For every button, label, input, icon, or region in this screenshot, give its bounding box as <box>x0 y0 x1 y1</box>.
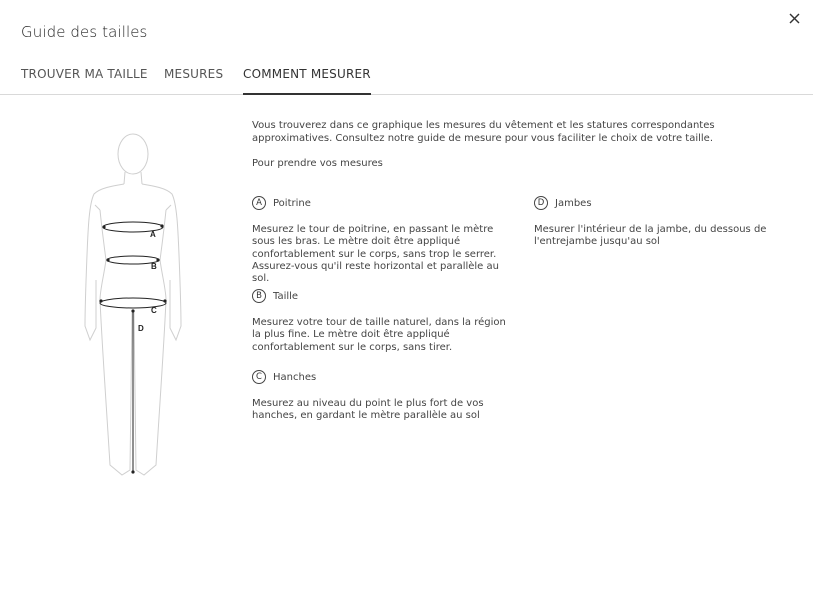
measure-description: Mesurez le tour de poitrine, en passant le mètre sous les bras. Le mètre doit être appliqué confortablement sur le corps, sans trop le serrer. Assurez-vous qu'il reste horizontal et parallèle au sol. <box>252 224 499 285</box>
measure-name: Jambes <box>555 197 592 209</box>
close-button[interactable] <box>784 8 804 28</box>
tab-measurements[interactable]: MESURES <box>164 67 224 81</box>
measure-description: Mesurez votre tour de taille naturel, dans la région la plus fine. Le mètre doit être appliqué confortablement sur le corps, sans tirer. <box>252 317 506 353</box>
figure-label-c: C <box>151 306 157 315</box>
figure-label-a: A <box>150 230 156 239</box>
letter-b-icon: B <box>252 289 266 303</box>
figure-label-b: B <box>151 262 157 271</box>
intro-block <box>252 120 792 171</box>
measure-description: Mesurer l'intérieur de la jambe, du dessous de l'entrejambe jusqu'au sol <box>534 224 767 248</box>
measure-name: Hanches <box>273 371 317 383</box>
body-measurement-figure <box>78 130 188 480</box>
body-silhouette <box>78 130 188 480</box>
measure-description: Mesurez au niveau du point le plus fort de vos hanches, en gardant le mètre parallèle au sol <box>252 398 484 422</box>
measure-chest <box>252 194 514 285</box>
measure-name: Poitrine <box>273 197 311 209</box>
intro-text: Vous trouverez dans ce graphique les mesures du vêtement et les statures correspondantes approximatives. Consultez notre guide de mesure pour vous faciliter le choix de votre taille. <box>252 120 715 144</box>
measure-name: Taille <box>273 290 299 302</box>
measure-legs <box>534 194 796 249</box>
tab-bar <box>0 60 813 95</box>
letter-d-icon: D <box>534 196 548 210</box>
measure-hips <box>252 368 514 423</box>
figure-label-d: D <box>138 324 144 333</box>
measure-lines <box>100 222 166 473</box>
tab-find-my-size[interactable]: TROUVER MA TAILLE <box>21 67 148 81</box>
close-icon <box>789 13 800 24</box>
intro-lead: Pour prendre vos mesures <box>252 158 383 169</box>
letter-c-icon: C <box>252 370 266 384</box>
letter-a-icon: A <box>252 196 266 210</box>
measure-waist <box>252 287 514 354</box>
tab-how-to-measure[interactable]: COMMENT MESURER <box>243 67 371 95</box>
modal-title: Guide des tailles <box>21 23 148 41</box>
